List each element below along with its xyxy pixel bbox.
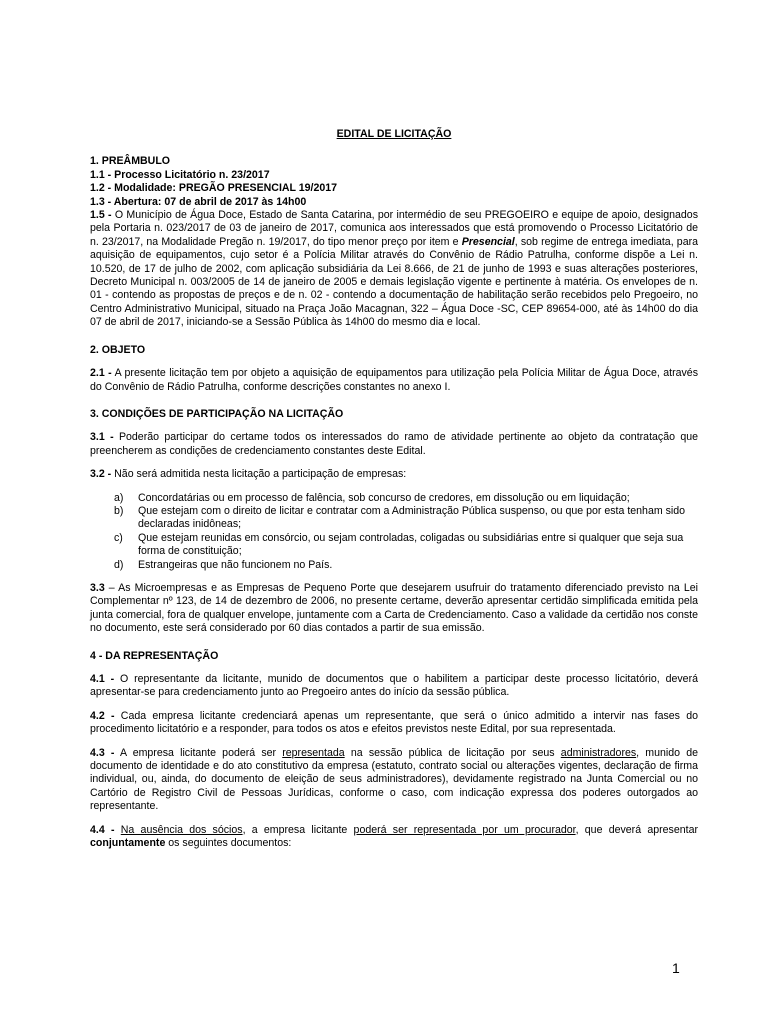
document-title: EDITAL DE LICITAÇÃO	[336, 128, 452, 140]
objeto-heading: 2. OBJETO	[90, 343, 146, 356]
preambulo-heading: 1. PREÂMBULO	[90, 155, 171, 168]
clause-text: A presente licitação tem por objeto a aquisição de equipamentos para utilização pela Polícia Militar de Água Doce, através do Convênio de Rádio Patrulha, conforme descrições constantes no anexo I.	[90, 367, 698, 393]
clause-label: 1.5 -	[90, 209, 112, 222]
exclusion-list	[90, 492, 698, 572]
clause-text: Cada empresa licitante credenciará apenas um representante, que será o único admitido a intervir nas fases do procedimento licitatório e a responder, para todos os atos e efeitos previstos neste Edital, por sua representada.	[90, 709, 699, 736]
list-item	[90, 505, 698, 532]
clause-emphasis: Presencial	[461, 235, 515, 248]
clause-text: , munido de documento de identidade e do ato constitutivo da empresa (estatuto, contrato social ou alterações vigentes, declaração de firma individual, ou, ainda, do documento de eleição de seus administradores), devidamente registrado na Junta Comercial ou no Cartório de Registro Civil de Pessoas Jurídicas, conforme o caso, com indicação expressa dos poderes outorgados ao representante.	[90, 746, 699, 813]
clause-label: 3.1 -	[90, 431, 114, 444]
list-item-text: Concordatárias ou em processo de falência, sob concurso de credores, em dissolução ou em liquidação;	[138, 491, 630, 504]
clause-4-4	[90, 824, 698, 851]
clause-text: Poderão participar do certame todos os interessados do ramo de atividade pertinente ao objeto da contratação que preencherem as condições de credenciamento constantes deste Edital.	[90, 431, 698, 457]
clause-text: O representante da licitante, munido de documentos que o habilitem a participar deste processo licitatório, deverá apresentar-se para credenciamento junto ao Pregoeiro antes do início da sessão pública.	[90, 673, 698, 699]
underlined-term: Na ausência dos sócios	[120, 823, 243, 836]
clause-4-3	[90, 747, 698, 814]
underlined-term: administradores	[560, 746, 637, 759]
representacao-heading: 4 - DA REPRESENTAÇÃO	[90, 649, 219, 662]
clause-text: , sob regime de entrega imediata, para aquisição de equipamentos, cujo setor é a Polícia Militar através do Convênio de Rádio Patrulha, conforme dispõe a Lei n. 10.520, de 17 de julho de 2002, com aplicação subsidiária da Lei 8.666, de 21 de junho de 1993 e suas alterações posteriores, Decreto Municipal n. 003/2005 de 14 de janeiro de 2005 e demais legislação vigente e pertinente à matéria. Os envelopes de n. 01 - contendo as propostas de preços e de n. 02 - contendo a documentação de habilitação serão recebidos pelo Pregoeiro, no Centro Administrativo Municipal, situado na Praça João Macagnan, 322 – Água Doce -SC, CEP 89654-000, até às 14h00 do dia 07 de abril de 2017, iniciando-se a Sessão Pública às 14h00 do mesmo dia e local.	[90, 235, 698, 329]
list-item	[90, 559, 698, 572]
clause-text: A empresa licitante poderá ser	[114, 746, 283, 759]
condicoes-heading: 3. CONDIÇÕES DE PARTICIPAÇÃO NA LICITAÇÃO	[90, 407, 344, 420]
underlined-term: poderá ser representada por um procurador	[353, 823, 576, 836]
list-marker: a)	[114, 491, 124, 504]
bold-term: conjuntamente	[90, 837, 166, 850]
list-item	[90, 492, 698, 505]
clause-text: na sessão pública de licitação por seus	[344, 746, 561, 759]
clause-text: – As Microempresas e as Empresas de Pequeno Porte que desejarem usufruir do tratamento diferenciado previsto na Lei Complementar nº 123, de 14 de dezembro de 2006, no presente certame, deverão apresentar certidão simplificada emitida pela junta comercial, fora de qualquer envelope, juntamente com a Carta de Credenciamento. Caso a validade da certidão nos conste no documento, este será considerado por 60 dias contados a partir de sua emissão.	[90, 581, 698, 635]
clause-3-3	[90, 582, 698, 636]
clause-3-1	[90, 431, 698, 458]
list-item-text: Estrangeiras que não funcionem no País.	[138, 558, 333, 571]
document-page	[90, 128, 698, 850]
list-marker: c)	[114, 531, 123, 544]
list-item	[90, 532, 698, 559]
underlined-term: representada	[282, 746, 345, 759]
clause-text: os seguintes documentos:	[165, 837, 292, 850]
clause-label: 3.2 -	[90, 468, 112, 481]
clause-label: 4.2 -	[90, 709, 115, 722]
objeto-paragraph	[90, 367, 698, 394]
clause-label: 4.3 -	[90, 746, 115, 759]
clause-4-2	[90, 710, 698, 737]
clause-text: , que deverá apresentar	[575, 823, 698, 836]
list-marker: b)	[114, 504, 124, 517]
list-item-text: Que estejam com o direito de licitar e contratar com a Administração Pública suspenso, ou que por esta tenham sido declaradas inidôneas;	[138, 504, 686, 531]
clause-label: 2.1 -	[90, 367, 112, 380]
clause-3-2	[90, 468, 698, 481]
processo-line: 1.1 - Processo Licitatório n. 23/2017	[90, 168, 270, 181]
list-marker: d)	[114, 558, 124, 571]
clause-text: O Município de Água Doce, Estado de Santa Catarina, por intermédio de seu PREGOEIRO e equipe de apoio, designados pela Portaria n. 023/2017 de 03 de janeiro de 2017, comunica aos interessados que está promovendo o Processo Licitatório de n. 23/2017, na Modalidade Pregão n. 19/2017, do tipo menor preço por item e	[90, 209, 698, 248]
abertura-line: 1.3 - Abertura: 07 de abril de 2017 às 14h00	[90, 195, 307, 208]
preambulo-paragraph	[90, 209, 698, 330]
page-number: 1	[672, 960, 680, 976]
modalidade-line: 1.2 - Modalidade: PREGÃO PRESENCIAL 19/2017	[90, 182, 338, 195]
list-item-text: Que estejam reunidas em consórcio, ou sejam controladas, coligadas ou subsidiárias entre si qualquer que seja sua forma de constituição;	[138, 531, 684, 558]
clause-label: 3.3	[90, 581, 105, 594]
clause-text: Não será admitida nesta licitação a participação de empresas:	[111, 468, 407, 481]
clause-4-1	[90, 673, 698, 700]
clause-label: 4.1 -	[90, 673, 115, 685]
clause-text: , a empresa licitante	[242, 823, 354, 836]
section-preambulo	[90, 155, 698, 329]
clause-label: 4.4 -	[90, 823, 115, 836]
